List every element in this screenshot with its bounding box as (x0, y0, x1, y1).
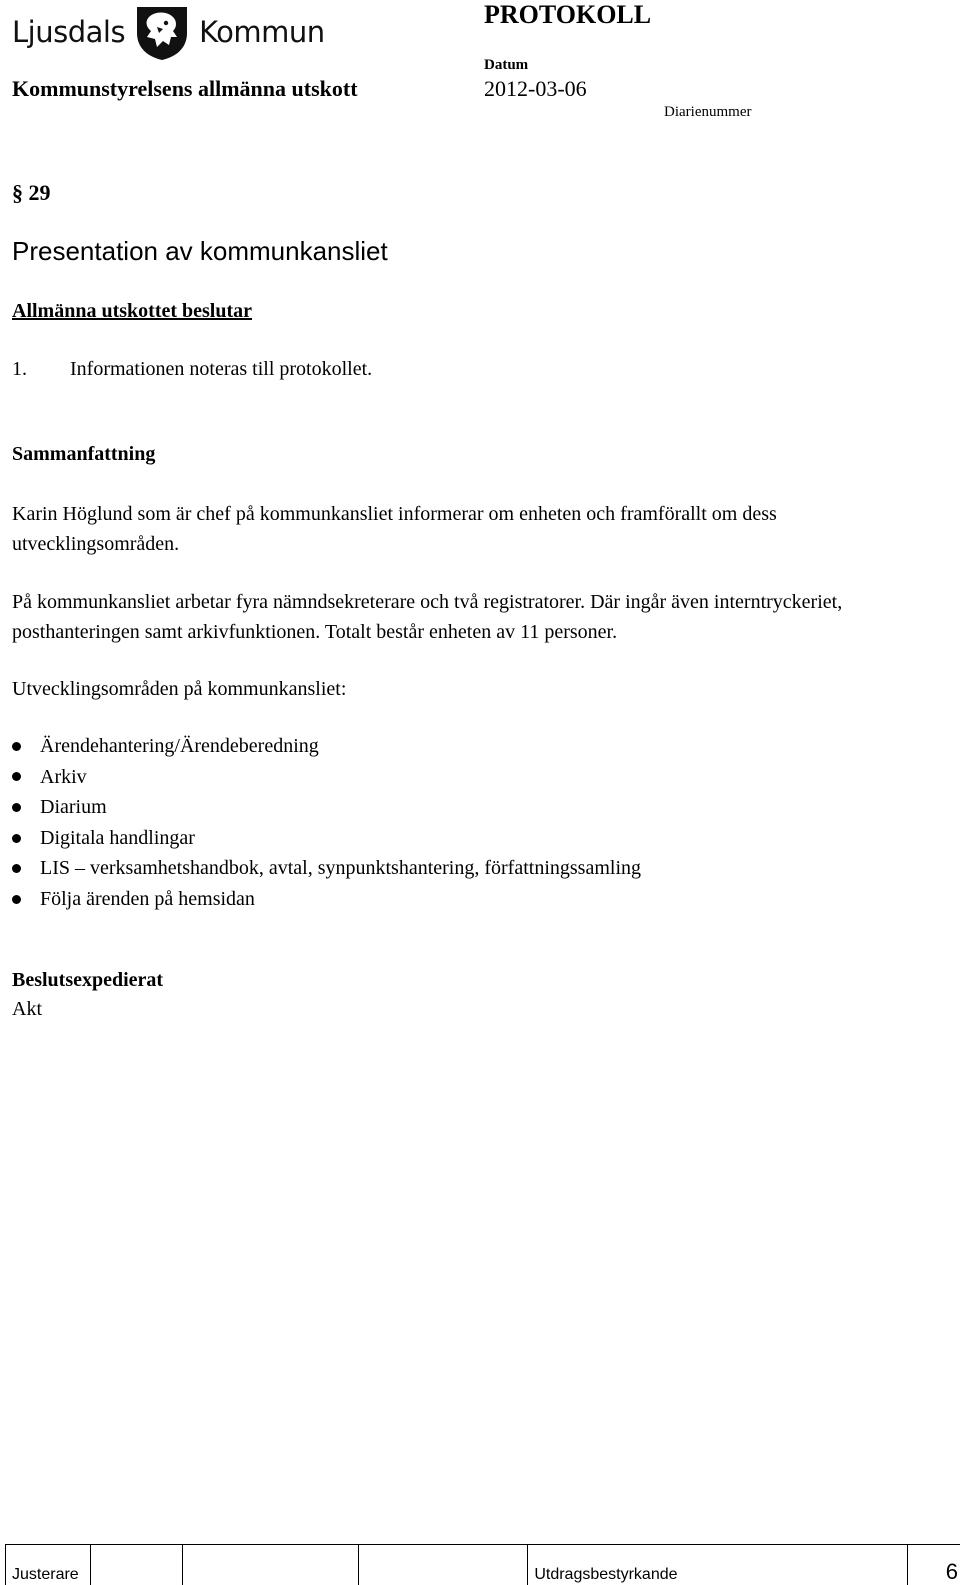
bullet-icon (12, 803, 21, 812)
development-areas-list (12, 731, 641, 915)
list-item-text: Digitala handlingar (40, 823, 195, 854)
summary-paragraph: Karin Höglund som är chef på kommunkansliet informerar om enheten och framförallt om dess utvecklingsområden. (12, 499, 942, 559)
signature-table (5, 1544, 960, 1585)
signature-box (182, 1545, 359, 1585)
date-value: 2012-03-06 (484, 76, 587, 102)
document-type: PROTOKOLL (484, 0, 651, 30)
list-item (12, 762, 641, 793)
diary-number-label: Diarienummer (664, 104, 751, 121)
expedited-heading: Beslutsexpedierat (12, 969, 163, 992)
decision-text: Informationen noteras till protokollet. (70, 358, 372, 380)
development-areas-intro: Utvecklingsområden på kommunkansliet: (12, 674, 942, 704)
list-item-text: Följa ärenden på hemsidan (40, 884, 255, 915)
paragraph-number: § 29 (12, 180, 51, 206)
utdragsbestyrkande-label: Utdragsbestyrkande (528, 1545, 908, 1585)
bullet-icon (12, 742, 21, 751)
list-item-text: Arkiv (40, 762, 87, 793)
date-label: Datum (484, 57, 528, 74)
staff-paragraph: På kommunkansliet arbetar fyra nämndsekreterare och två registratorer. Där ingår även interntryckeriet, posthanteringen samt arkivfunktionen. Totalt består enheten av 11 personer. (12, 587, 942, 647)
bullet-icon (12, 834, 21, 843)
list-item (12, 731, 641, 762)
summary-heading: Sammanfattning (12, 443, 155, 466)
signature-footer (0, 1544, 960, 1583)
page-title: Presentation av kommunkansliet (12, 236, 388, 267)
list-item-text: Ärendehantering/Ärendeberedning (40, 731, 319, 762)
decision-heading: Allmänna utskottet beslutar (12, 300, 252, 323)
decision-item (12, 358, 372, 381)
logo-text-ljusdals: Ljusdals (12, 15, 125, 49)
signature-box (90, 1545, 182, 1585)
coat-of-arms-icon (133, 3, 191, 61)
expedited-value: Akt (12, 998, 42, 1021)
signature-box (359, 1545, 528, 1585)
bullet-icon (12, 772, 21, 781)
list-item (12, 853, 641, 884)
page-number: 6 (908, 1545, 960, 1585)
list-item (12, 792, 641, 823)
logo-text-kommun: Kommun (199, 15, 325, 49)
committee-name: Kommunstyrelsens allmänna utskott (12, 76, 358, 102)
list-item-text: Diarium (40, 792, 107, 823)
list-item (12, 823, 641, 854)
municipality-logo (12, 2, 325, 62)
bullet-icon (12, 895, 21, 904)
decision-number: 1. (12, 358, 70, 381)
list-item-text: LIS – verksamhetshandbok, avtal, synpunktshantering, författningssamling (40, 853, 641, 884)
list-item (12, 884, 641, 915)
justerare-label: Justerare (6, 1545, 91, 1585)
bullet-icon (12, 864, 21, 873)
